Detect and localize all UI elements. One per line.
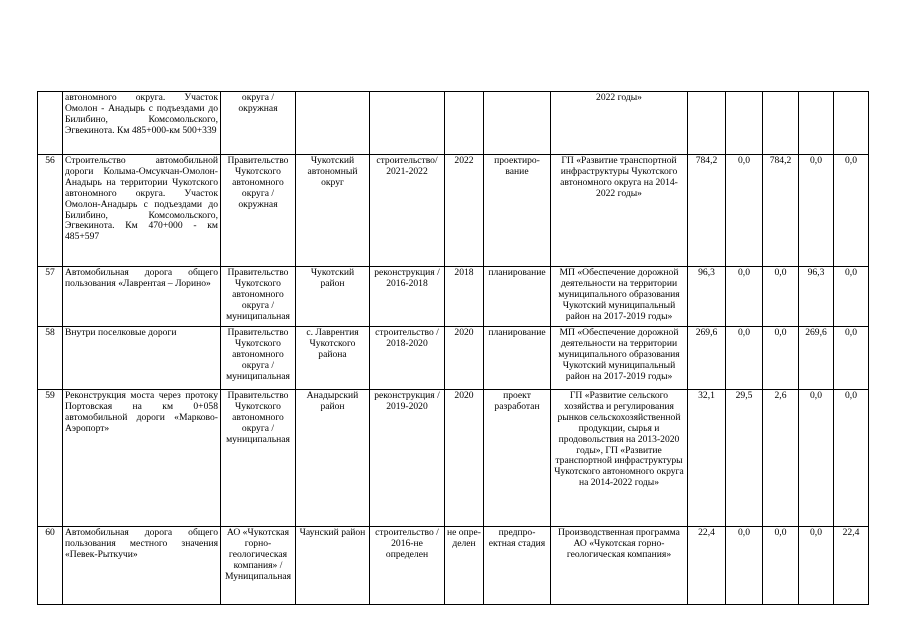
customer: АО «Чукотская горно-геологическая компания» / Муниципальная — [221, 527, 296, 605]
value-4 — [834, 92, 869, 155]
object-name: Строительство автомобильной дороги Колыма-Омсукчан-Омолон-Анадырь на территории Чукотского автономного округа. Участок Омолон-Анадырь с подъездами до Билибино, Комсомольского, Эгвекинота. Км 470+000 - км 485+597 — [63, 155, 221, 267]
object-name: Внутри поселковые дороги — [63, 327, 221, 390]
table-row — [38, 527, 869, 605]
year: 2020 — [445, 327, 484, 390]
value-3: 0,0 — [799, 390, 834, 527]
row-number: 57 — [38, 267, 63, 327]
value-1: 29,5 — [726, 390, 763, 527]
object-name: автономного округа. Участок Омолон - Анадырь с подъездами до Билибино, Комсомольского, Эгвекинота. Км 485+000-км 500+339 — [63, 92, 221, 155]
table-row — [38, 267, 869, 327]
value-2: 0,0 — [763, 527, 799, 605]
value-2 — [763, 92, 799, 155]
table-row — [38, 155, 869, 267]
value-1: 0,0 — [726, 155, 763, 267]
stage — [484, 92, 551, 155]
customer: округа / окружная — [221, 92, 296, 155]
object-name: Реконструкция моста через протоку Портовская на км 0+058 автомобильной дороги «Марково-Аэропорт» — [63, 390, 221, 527]
program: ГП «Развитие транспортной инфраструктуры Чукотского автономного округа на 2014-2022 годы» — [551, 155, 688, 267]
work-type: реконструкция / 2019-2020 — [370, 390, 445, 527]
value-3 — [799, 92, 834, 155]
value-1: 0,0 — [726, 327, 763, 390]
customer: Правительство Чукотского автономного округа / окружная — [221, 155, 296, 267]
value-4: 22,4 — [834, 527, 869, 605]
value-3: 0,0 — [799, 155, 834, 267]
value-4: 0,0 — [834, 155, 869, 267]
value-3: 96,3 — [799, 267, 834, 327]
program: 2022 годы» — [551, 92, 688, 155]
location: Чукотский автономный округ — [296, 155, 370, 267]
value-4: 0,0 — [834, 327, 869, 390]
total-value: 784,2 — [688, 155, 726, 267]
location: Чукотский район — [296, 267, 370, 327]
customer: Правительство Чукотского автономного округа / муниципальная — [221, 327, 296, 390]
row-number: 58 — [38, 327, 63, 390]
table-row — [38, 327, 869, 390]
program: ГП «Развитие сельского хозяйства и регулирования рынков сельскохозяйственной продукции, сырья и продовольствия на 2013-2020 годы», ГП «Развитие транспортной инфраструктуры Чукотского автономного округа на 2014-2022 годы» — [551, 390, 688, 527]
stage: проектиро-вание — [484, 155, 551, 267]
document-page — [37, 91, 868, 605]
stage: предпро-ектная стадия — [484, 527, 551, 605]
value-4: 0,0 — [834, 390, 869, 527]
customer: Правительство Чукотского автономного округа / муниципальная — [221, 267, 296, 327]
value-2: 784,2 — [763, 155, 799, 267]
work-type — [370, 92, 445, 155]
row-number: 60 — [38, 527, 63, 605]
year: не опре-делен — [445, 527, 484, 605]
table-row — [38, 390, 869, 527]
work-type: строительство/ 2021-2022 — [370, 155, 445, 267]
value-4: 0,0 — [834, 267, 869, 327]
location: с. Лаврентия Чукотского района — [296, 327, 370, 390]
stage: проект разработан — [484, 390, 551, 527]
value-2: 0,0 — [763, 267, 799, 327]
year: 2018 — [445, 267, 484, 327]
customer: Правительство Чукотского автономного округа / муниципальная — [221, 390, 296, 527]
row-number — [38, 92, 63, 155]
value-2: 2,6 — [763, 390, 799, 527]
work-type: строительство / 2018-2020 — [370, 327, 445, 390]
total-value: 32,1 — [688, 390, 726, 527]
year: 2020 — [445, 390, 484, 527]
object-name: Автомобильная дорога общего пользования местного значения «Певек-Рыткучи» — [63, 527, 221, 605]
year — [445, 92, 484, 155]
value-1: 0,0 — [726, 267, 763, 327]
total-value: 269,6 — [688, 327, 726, 390]
total-value — [688, 92, 726, 155]
table-row — [38, 92, 869, 155]
value-1 — [726, 92, 763, 155]
value-3: 0,0 — [799, 527, 834, 605]
stage: планирование — [484, 327, 551, 390]
row-number: 59 — [38, 390, 63, 527]
row-number: 56 — [38, 155, 63, 267]
location — [296, 92, 370, 155]
value-2: 0,0 — [763, 327, 799, 390]
value-3: 269,6 — [799, 327, 834, 390]
value-1: 0,0 — [726, 527, 763, 605]
total-value: 22,4 — [688, 527, 726, 605]
object-name: Автомобильная дорога общего пользования «Лаврентая – Лорино» — [63, 267, 221, 327]
year: 2022 — [445, 155, 484, 267]
location: Анадырский район — [296, 390, 370, 527]
program: МП «Обеспечение дорожной деятельности на территории муниципального образования Чукотский муниципальный район на 2017-2019 годы» — [551, 267, 688, 327]
program: МП «Обеспечение дорожной деятельности на территории муниципального образования Чукотский муниципальный район на 2017-2019 годы» — [551, 327, 688, 390]
total-value: 96,3 — [688, 267, 726, 327]
road-projects-table — [37, 91, 869, 605]
work-type: реконструкция / 2016-2018 — [370, 267, 445, 327]
stage: планирование — [484, 267, 551, 327]
location: Чаунский район — [296, 527, 370, 605]
program: Производственная программа АО «Чукотская горно-геологическая компания» — [551, 527, 688, 605]
work-type: строительство / 2016-не определен — [370, 527, 445, 605]
